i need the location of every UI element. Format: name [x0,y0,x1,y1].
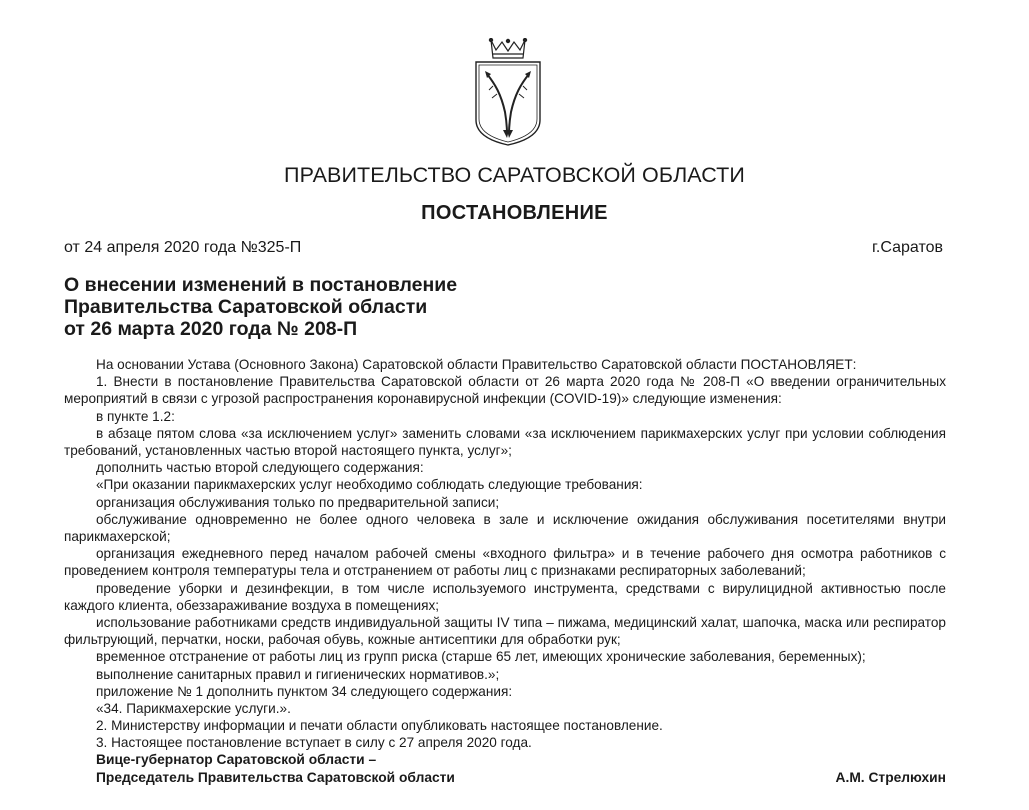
subject-line: О внесении изменений в постановление [64,274,458,296]
body-paragraph: организация ежедневного перед началом рабочей смены «входного фильтра» и в течение рабочего дня осмотра работников с проведением контроля температуры тела и отстранением от работы лиц с признаками респираторных заболеваний; [64,546,946,579]
document-city: г.Саратов [872,239,943,256]
signatory-name: А.М. Стрелюхин [835,769,946,785]
subject-line: Правительства Саратовской области [64,296,428,318]
signature-block [96,751,946,786]
body-paragraph: в абзаце пятом слова «за исключением услуг» заменить словами «за исключением парикмахерских услуг при условии соблюдения требований, установленных частью второй настоящего пункта, услуг»; [64,425,946,459]
body-paragraph: «34. Парикмахерские услуги.». [96,701,291,717]
body-paragraph: приложение № 1 дополнить пунктом 34 следующего содержания: [96,683,513,699]
body-paragraph: обслуживание одновременно не более одного человека в зале и исключение ожидания обслуживания посетителями внутри парикмахерской; [64,511,946,545]
body-paragraph: 3. Настоящее постановление вступает в силу с 27 апреля 2020 года. [96,735,532,751]
saratov-coat-of-arms-icon [463,38,553,146]
body-paragraph: выполнение санитарных правил и гигиенических нормативов.»; [96,666,500,682]
document-subject [64,274,457,340]
government-title: ПРАВИТЕЛЬСТВО САРАТОВСКОЙ ОБЛАСТИ [284,163,745,187]
body-paragraph: 2. Министерству информации и печати области опубликовать настоящее постановление. [96,718,663,734]
document-type: ПОСТАНОВЛЕНИЕ [421,202,608,224]
crown-icon [489,38,526,58]
signatory-position: Вице-губернатор Саратовской области – [96,752,377,767]
body-paragraph: На основании Устава (Основного Закона) Саратовской области Правительство Саратовской области ПОСТАНОВЛЯЕТ: [96,357,857,372]
body-paragraph: в пункте 1.2: [96,408,175,424]
document-date-number: от 24 апреля 2020 года №325-П [64,239,302,256]
body-paragraph: «При оказании парикмахерских услуг необходимо соблюдать следующие требования: [96,477,643,493]
subject-line: от 26 марта 2020 года № 208-П [64,318,358,340]
shield-icon [476,62,540,145]
body-paragraph: временное отстранение от работы лиц из групп риска (старше 65 лет, имеющих хронические заболевания, беременных); [96,649,866,665]
body-paragraph: организация обслуживания только по предварительной записи; [96,494,500,510]
body-paragraph: использование работниками средств индивидуальной защиты IV типа – пижама, медицинский халат, шапочка, маска или респиратор фильтрующий, перчатки, носки, рабочая обувь, кожные антисептики для обработки рук; [64,615,946,648]
body-paragraph: дополнить частью второй следующего содержания: [96,460,424,476]
signatory-position: Председатель Правительства Саратовской области [96,769,455,785]
body-paragraph: проведение уборки и дезинфекции, в том числе используемого инструмента, средствами с вирулицидной активностью после каждого клиента, обеззараживание воздуха в помещениях; [64,580,946,613]
body-paragraph: 1. Внести в постановление Правительства Саратовской области от 26 марта 2020 года № 208-П «О введении ограничительных мероприятий в связи с угрозой распространения коронавирусной инфекции (COVID-19)» следующие изменения: [64,374,946,407]
document-body [64,356,946,752]
